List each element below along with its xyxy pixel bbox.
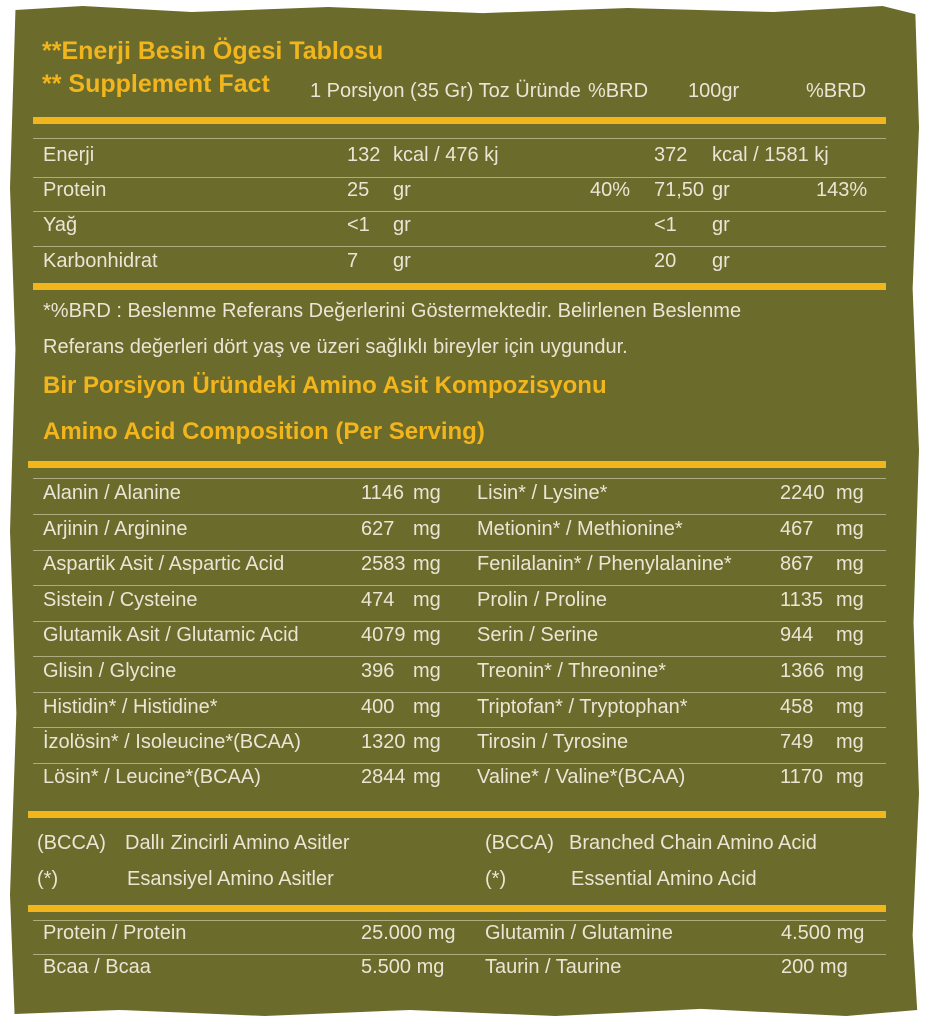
total-value-right: 200 mg <box>781 956 848 978</box>
amino-unit-right: mg <box>836 482 864 504</box>
amino-unit-left: mg <box>413 482 441 504</box>
amino-name-right: Metionin* / Methionine* <box>477 518 683 540</box>
amino-value-left: 2583 <box>361 553 406 575</box>
amino-name-right: Treonin* / Threonine* <box>477 660 667 682</box>
totals-row <box>0 956 931 990</box>
header-100gr: 100gr <box>688 80 740 102</box>
amino-row <box>0 766 931 800</box>
amino-name-left: Glutamik Asit / Glutamic Acid <box>43 624 299 646</box>
row-divider <box>33 954 886 955</box>
divider-bar <box>33 117 886 124</box>
divider-bar <box>28 811 886 818</box>
per100-value: <1 <box>654 214 677 236</box>
per100-unit: kcal / 1581 kj <box>712 144 829 166</box>
legend-text-right: Essential Amino Acid <box>571 868 757 890</box>
per100-value: 372 <box>654 144 688 166</box>
portion-value: 132 <box>347 144 381 166</box>
row-divider <box>33 727 886 728</box>
title-english: ** Supplement Fact <box>42 70 270 98</box>
amino-value-right: 458 <box>780 696 814 718</box>
amino-name-right: Valine* / Valine*(BCAA) <box>477 766 686 788</box>
amino-name-left: İzolösin* / Isoleucine*(BCAA) <box>43 731 301 753</box>
row-divider <box>33 246 886 247</box>
totals-row <box>0 922 931 956</box>
amino-unit-left: mg <box>413 518 441 540</box>
per100-unit: gr <box>712 179 730 201</box>
amino-row <box>0 660 931 694</box>
amino-row <box>0 518 931 552</box>
legend-text-left: Dallı Zincirli Amino Asitler <box>125 832 350 854</box>
row-divider <box>33 656 886 657</box>
nutrition-row <box>0 214 931 248</box>
legend-row <box>0 832 931 866</box>
portion-unit: kcal / 476 kj <box>393 144 499 166</box>
amino-value-left: 4079 <box>361 624 406 646</box>
amino-name-left: Glisin / Glycine <box>43 660 177 682</box>
legend-abbr-right: (BCCA) <box>485 832 554 854</box>
divider-bar <box>33 283 886 290</box>
legend-text-left: Esansiyel Amino Asitler <box>127 868 334 890</box>
nutrition-row <box>0 144 931 178</box>
amino-row <box>0 482 931 516</box>
amino-name-left: Aspartik Asit / Aspartic Acid <box>43 553 285 575</box>
amino-unit-left: mg <box>413 766 441 788</box>
portion-value: 25 <box>347 179 370 201</box>
amino-value-left: 1320 <box>361 731 406 753</box>
nutrient-name: Protein <box>43 179 107 201</box>
amino-value-left: 474 <box>361 589 395 611</box>
amino-value-left: 400 <box>361 696 395 718</box>
amino-unit-right: mg <box>836 553 864 575</box>
amino-name-right: Tirosin / Tyrosine <box>477 731 629 753</box>
amino-row <box>0 624 931 658</box>
total-name-left: Protein / Protein <box>43 922 187 944</box>
amino-row <box>0 589 931 623</box>
total-value-right: 4.500 mg <box>781 922 865 944</box>
amino-value-right: 1135 <box>780 589 824 611</box>
title-turkish: **Enerji Besin Ögesi Tablosu <box>42 37 384 65</box>
brd-note-line-1: *%BRD : Beslenme Referans Değerlerini Göstermektedir. Belirlenen Beslenme <box>43 300 742 322</box>
nutrient-name: Yağ <box>43 214 78 236</box>
amino-name-left: Histidin* / Histidine* <box>43 696 218 718</box>
row-divider <box>33 763 886 764</box>
portion-value: 7 <box>347 250 359 272</box>
amino-value-right: 944 <box>780 624 814 646</box>
amino-unit-right: mg <box>836 766 864 788</box>
brd-note-line-2: Referans değerleri dört yaş ve üzeri sağlıklı bireyler için uygundur. <box>43 336 628 358</box>
per100-value: 20 <box>654 250 677 272</box>
portion-brd: 40% <box>590 179 631 201</box>
amino-unit-right: mg <box>836 518 864 540</box>
portion-value: <1 <box>347 214 370 236</box>
amino-value-right: 467 <box>780 518 814 540</box>
per100-unit: gr <box>712 250 730 272</box>
amino-unit-right: mg <box>836 624 864 646</box>
row-divider <box>33 550 886 551</box>
amino-row <box>0 696 931 730</box>
nutrient-name: Enerji <box>43 144 95 166</box>
divider-line <box>33 478 886 479</box>
per100-brd: 143% <box>816 179 868 201</box>
row-divider <box>33 692 886 693</box>
amino-unit-right: mg <box>836 589 864 611</box>
amino-unit-left: mg <box>413 553 441 575</box>
legend-abbr-right: (*) <box>485 868 507 890</box>
portion-unit: gr <box>393 214 411 236</box>
amino-unit-right: mg <box>836 696 864 718</box>
amino-value-left: 2844 <box>361 766 406 788</box>
amino-unit-right: mg <box>836 731 864 753</box>
total-name-right: Taurin / Taurine <box>485 956 622 978</box>
amino-name-left: Alanin / Alanine <box>43 482 181 504</box>
header-brd-1: %BRD <box>588 80 649 102</box>
nutrient-name: Karbonhidrat <box>43 250 158 272</box>
amino-unit-left: mg <box>413 696 441 718</box>
amino-unit-left: mg <box>413 589 441 611</box>
portion-unit: gr <box>393 250 411 272</box>
divider-bar <box>28 461 886 468</box>
total-name-right: Glutamin / Glutamine <box>485 922 673 944</box>
amino-unit-left: mg <box>413 660 441 682</box>
row-divider <box>33 585 886 586</box>
amino-value-right: 749 <box>780 731 814 753</box>
row-divider <box>33 177 886 178</box>
amino-value-left: 1146 <box>361 482 405 504</box>
row-divider <box>33 621 886 622</box>
total-value-left: 5.500 mg <box>361 956 445 978</box>
divider-bar <box>28 905 886 912</box>
amino-row <box>0 553 931 587</box>
amino-value-left: 396 <box>361 660 395 682</box>
amino-name-right: Fenilalanin* / Phenylalanine* <box>477 553 732 575</box>
total-value-left: 25.000 mg <box>361 922 456 944</box>
amino-value-right: 2240 <box>780 482 825 504</box>
amino-row <box>0 731 931 765</box>
amino-name-left: Lösin* / Leucine*(BCAA) <box>43 766 261 788</box>
per100-value: 71,50 <box>654 179 705 201</box>
amino-title-turkish: Bir Porsiyon Üründeki Amino Asit Kompozisyonu <box>43 372 607 399</box>
nutrition-row <box>0 179 931 213</box>
amino-value-right: 867 <box>780 553 814 575</box>
total-name-left: Bcaa / Bcaa <box>43 956 151 978</box>
amino-unit-right: mg <box>836 660 864 682</box>
row-divider <box>33 514 886 515</box>
amino-title-english: Amino Acid Composition (Per Serving) <box>43 418 485 445</box>
amino-name-right: Serin / Serine <box>477 624 599 646</box>
per100-unit: gr <box>712 214 730 236</box>
amino-value-left: 627 <box>361 518 395 540</box>
header-brd-2: %BRD <box>806 80 867 102</box>
amino-name-left: Arjinin / Arginine <box>43 518 188 540</box>
amino-name-right: Prolin / Proline <box>477 589 608 611</box>
legend-abbr-left: (*) <box>37 868 59 890</box>
amino-unit-left: mg <box>413 731 441 753</box>
legend-abbr-left: (BCCA) <box>37 832 106 854</box>
nutrition-row <box>0 250 931 284</box>
legend-row <box>0 868 931 902</box>
row-divider <box>33 211 886 212</box>
amino-value-right: 1170 <box>780 766 824 788</box>
amino-name-right: Triptofan* / Tryptophan* <box>477 696 688 718</box>
divider-line <box>33 138 886 139</box>
divider-line <box>33 920 886 921</box>
portion-unit: gr <box>393 179 411 201</box>
amino-name-right: Lisin* / Lysine* <box>477 482 608 504</box>
legend-text-right: Branched Chain Amino Acid <box>569 832 817 854</box>
header-portion: 1 Porsiyon (35 Gr) Toz Üründe <box>310 80 581 102</box>
amino-unit-left: mg <box>413 624 441 646</box>
amino-name-left: Sistein / Cysteine <box>43 589 198 611</box>
amino-value-right: 1366 <box>780 660 825 682</box>
